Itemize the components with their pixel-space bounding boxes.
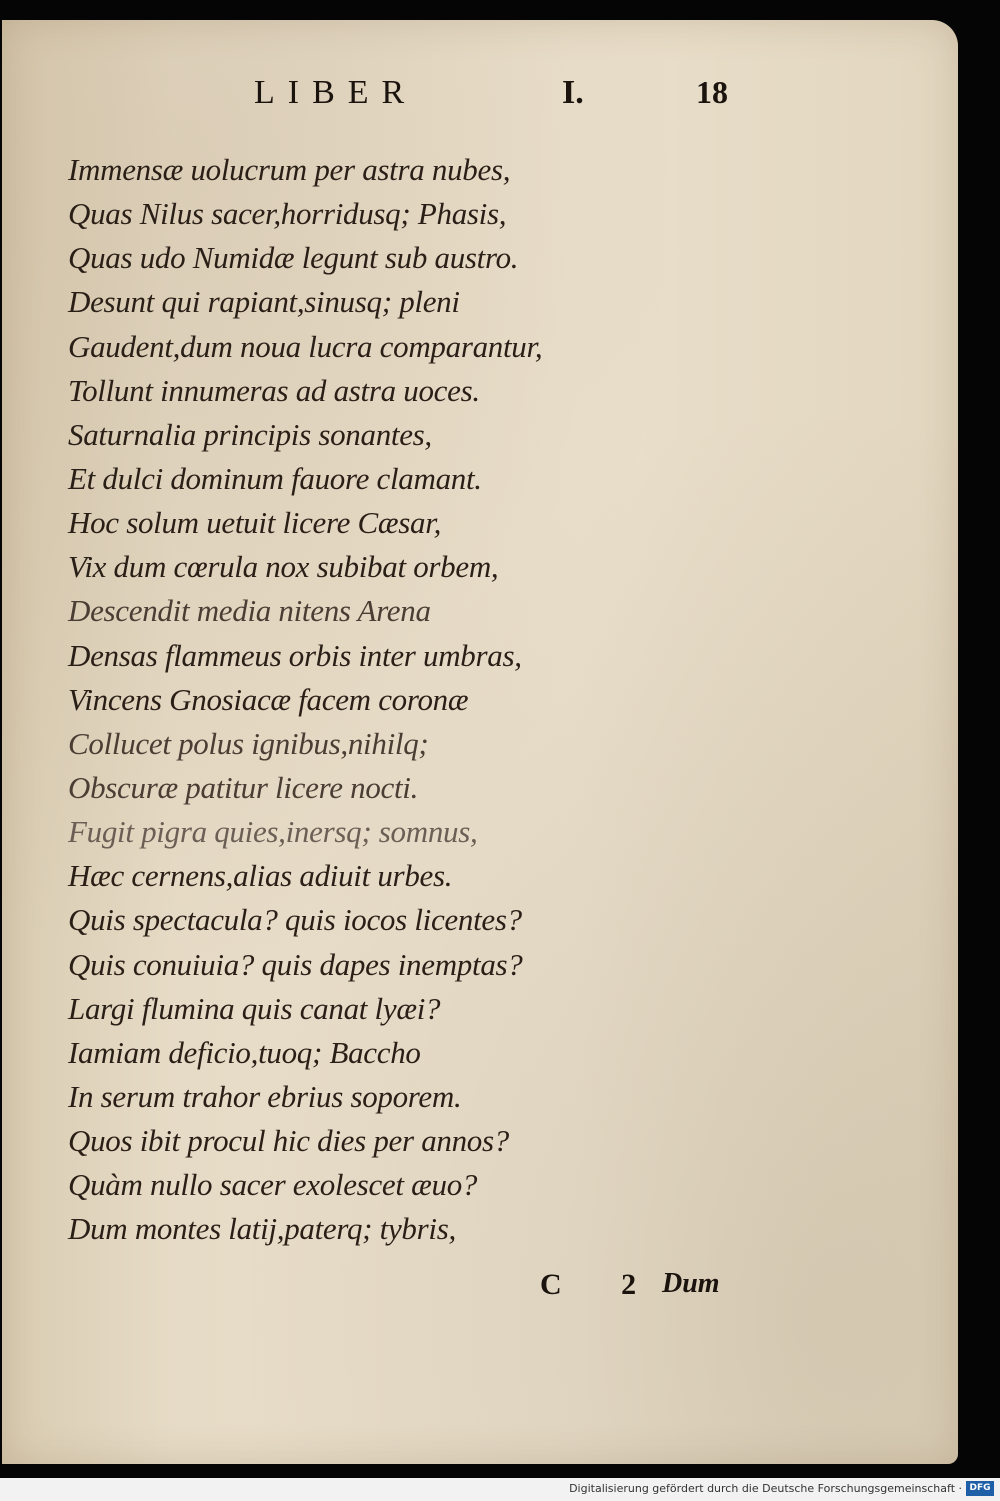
verse-line: Collucet polus ignibus,nihilq;	[68, 725, 429, 761]
dfg-logo-icon: DFG	[966, 1481, 994, 1496]
verse-line: Quàm nullo sacer exolescet æuo?	[68, 1167, 478, 1203]
verse-line: Dum montes latij,paterq; tybris,	[68, 1211, 456, 1247]
book-page	[2, 20, 958, 1464]
verse-line: Et dulci dominum fauore clamant.	[68, 460, 482, 496]
funding-notice: Digitalisierung gefördert durch die Deutsche Forschungsgemeinschaft ·	[569, 1482, 962, 1495]
folio-number: 18	[696, 74, 728, 110]
running-head-title: LIBER	[254, 74, 418, 111]
running-head	[2, 74, 958, 124]
verse-line: Tollunt innumeras ad astra uoces.	[68, 372, 480, 408]
verse-line: Vincens Gnosiacæ facem coronæ	[68, 681, 469, 717]
verse-line: Desunt qui rapiant,sinusq; pleni	[68, 284, 460, 320]
verse-line: Obscuræ patitur licere nocti.	[68, 769, 419, 805]
verse-line: Fugit pigra quies,inersq; somnus,	[68, 814, 478, 850]
verse-line: Quas Nilus sacer,horridusq; Phasis,	[68, 196, 507, 232]
digitization-footer	[0, 1478, 1000, 1501]
verse-line: Descendit media nitens Arena	[68, 593, 431, 629]
verse-block	[68, 148, 648, 1252]
verse-line: Iamiam deficio,tuoq; Baccho	[68, 1034, 421, 1070]
catchword: Dum	[662, 1268, 720, 1299]
verse-line: Vix dum cœrula nox subibat orbem,	[68, 549, 499, 585]
verse-line: Quas udo Numidæ legunt sub austro.	[68, 240, 519, 276]
verse-line: Hoc solum uetuit licere Cæsar,	[68, 505, 442, 541]
verse-line: Largi flumina quis canat lyæi?	[68, 990, 441, 1026]
signature-mark: C 2	[540, 1268, 663, 1301]
catchline	[2, 1268, 958, 1308]
verse-line: Quis spectacula? quis iocos licentes?	[68, 902, 522, 938]
verse-line: Quis conuiuia? quis dapes inemptas?	[68, 946, 523, 982]
verse-line: Saturnalia principis sonantes,	[68, 416, 432, 452]
running-head-book-number: I.	[562, 74, 584, 111]
verse-line: Immensæ uolucrum per astra nubes,	[68, 152, 511, 187]
verse-line: Densas flammeus orbis inter umbras,	[68, 637, 522, 673]
verse-line: Quos ibit procul hic dies per annos?	[68, 1123, 509, 1159]
verse-line: Gaudent,dum noua lucra comparantur,	[68, 328, 543, 364]
verse-line: Hæc cernens,alias adiuit urbes.	[68, 858, 453, 894]
verse-line: In serum trahor ebrius soporem.	[68, 1078, 462, 1114]
